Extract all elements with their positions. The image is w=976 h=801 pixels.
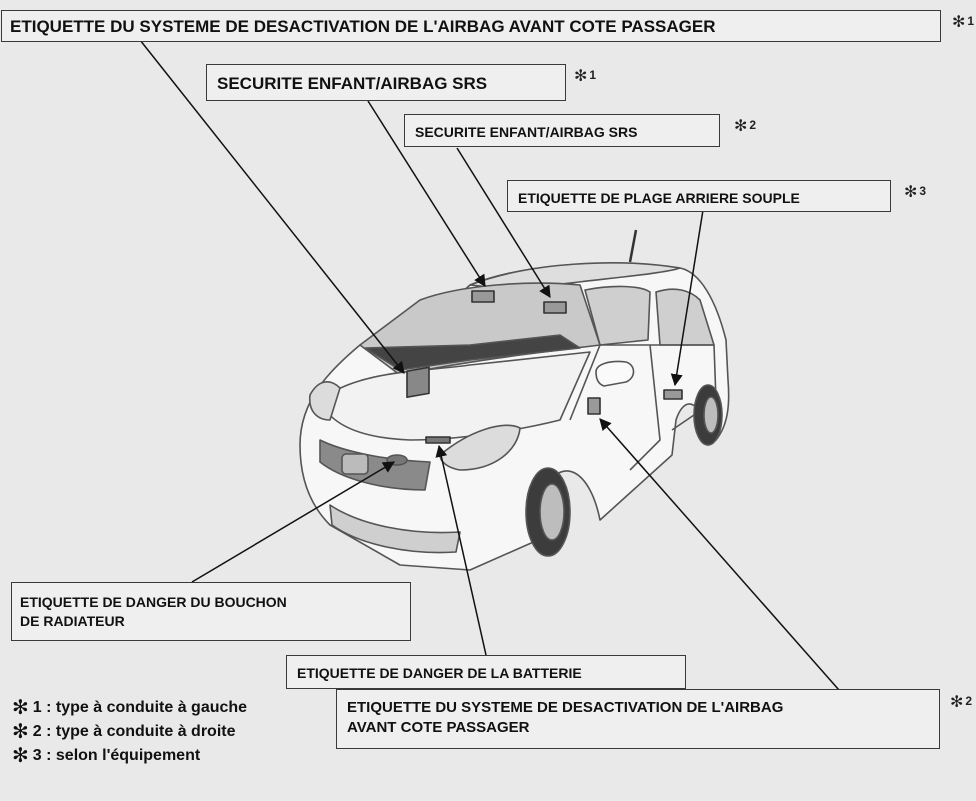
label-battery: [286, 655, 686, 689]
legend-item: ✻ 1 : type à conduite à gauche: [12, 697, 248, 719]
footnote-marker-1: ✻ 1: [952, 14, 975, 31]
label-child-safety-rhd: [404, 114, 720, 147]
label-text-line-2: AVANT COTE PASSAGER: [347, 719, 530, 737]
label-rhd-passenger-airbag: [336, 689, 940, 749]
label-soft-parcel-shelf: [507, 180, 891, 212]
footnote-marker-2: ✻ 2: [734, 118, 757, 135]
footnote-legend: [12, 696, 247, 768]
car-illustration: [300, 230, 729, 570]
label-text-line-1: ETIQUETTE DU SYSTEME DE DESACTIVATION DE L'AIRBAG: [347, 699, 784, 716]
leader-rhd-passenger-airbag: [600, 419, 839, 690]
label-text: ETIQUETTE DU SYSTEME DE DESACTIVATION DE L'AIRBAG AVANT COTE PASSAGER: [10, 17, 716, 36]
label-lhd-passenger-airbag: [1, 10, 941, 42]
footnote-marker-3: ✻ 3: [904, 184, 927, 201]
label-text: SECURITE ENFANT/AIRBAG SRS: [415, 124, 638, 140]
label-text-line-2: DE RADIATEUR: [20, 612, 125, 629]
honda-emblem: [342, 454, 368, 474]
footnote-marker-1: ✻ 1: [574, 68, 597, 85]
label-child-safety-lhd: [206, 64, 566, 101]
legend-item: ✻ 3 : selon l'équipement: [12, 745, 201, 767]
label-radiator-cap: [11, 582, 411, 641]
label-text: SECURITE ENFANT/AIRBAG SRS: [217, 74, 488, 93]
legend-item: ✻ 2 : type à conduite à droite: [12, 721, 236, 743]
label-text-line-1: ETIQUETTE DE DANGER DU BOUCHON: [20, 594, 287, 610]
label-text: ETIQUETTE DE DANGER DE LA BATTERIE: [297, 665, 582, 681]
label-text: ETIQUETTE DE PLAGE ARRIERE SOUPLE: [518, 190, 800, 206]
footnote-marker-2: ✻ 2: [950, 694, 973, 711]
